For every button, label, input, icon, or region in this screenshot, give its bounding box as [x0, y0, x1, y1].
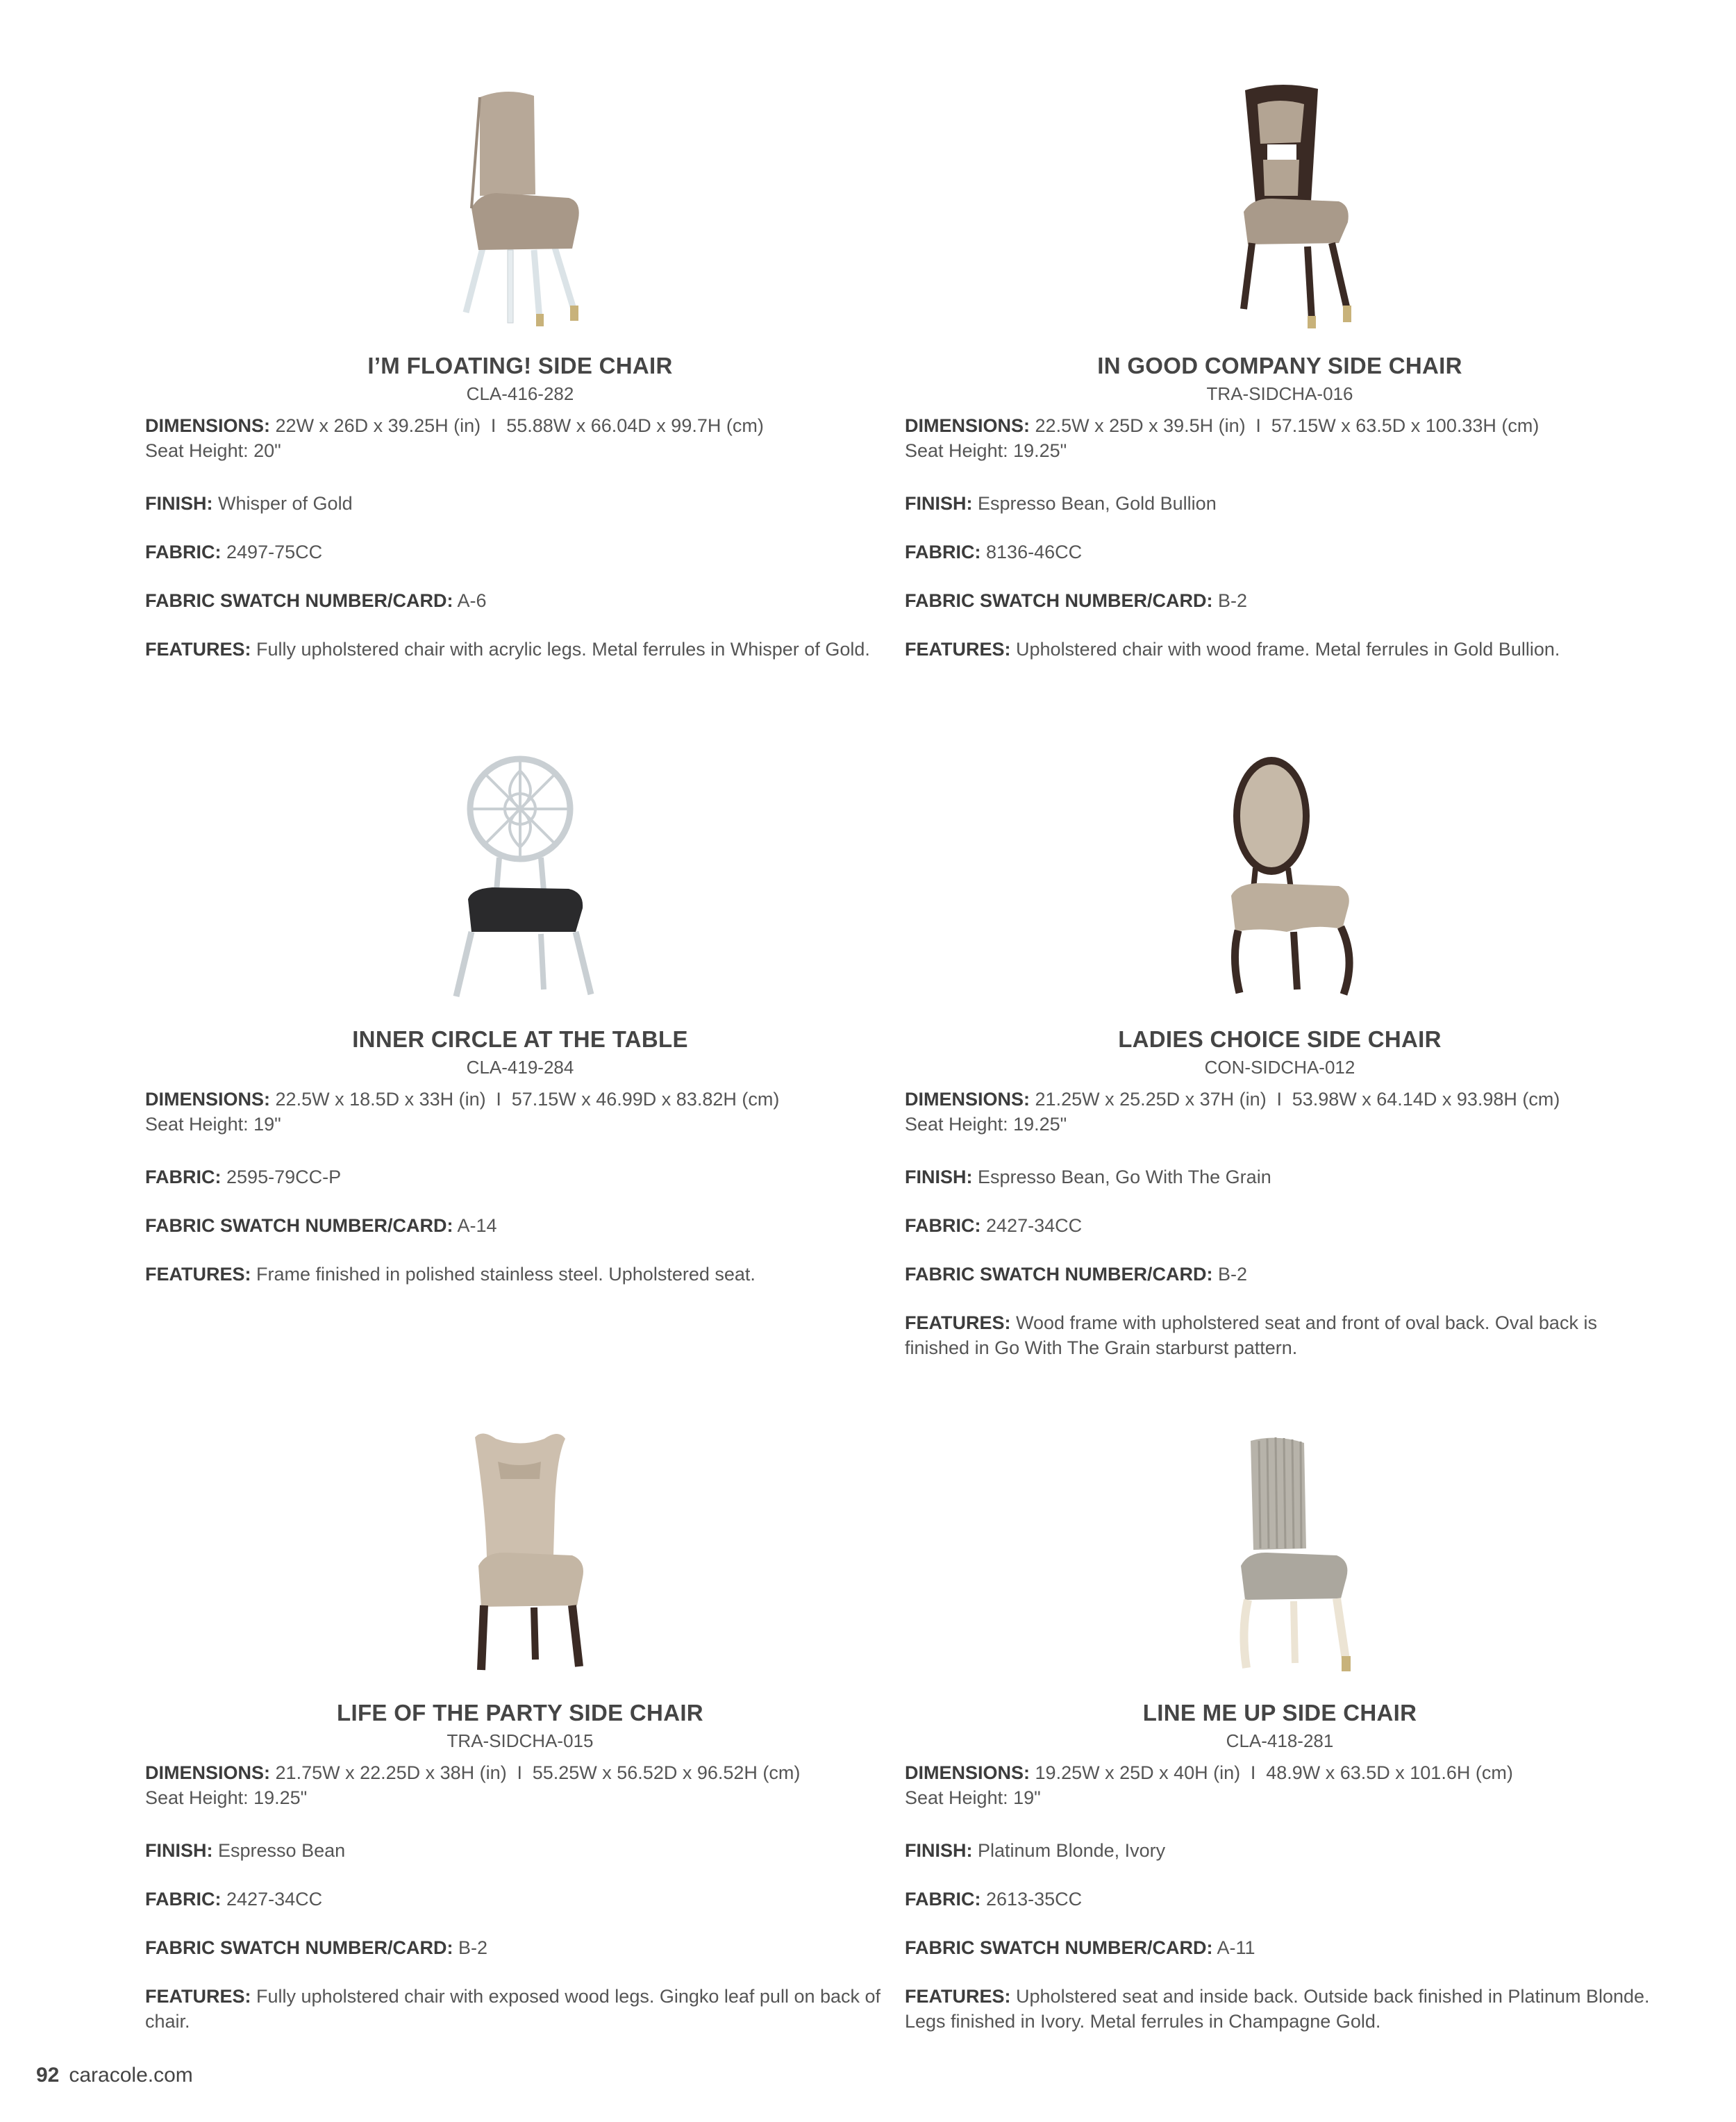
- features-value: Upholstered chair with wood frame. Metal ferrules in Gold Bullion.: [1016, 639, 1560, 660]
- seat-height: Seat Height: 19.25": [145, 1787, 308, 1808]
- swatch-value: B-2: [1218, 1264, 1248, 1285]
- finish-value: Espresso Bean, Gold Bullion: [978, 493, 1217, 514]
- product-sku: TRA-SIDCHA-016: [1206, 383, 1353, 404]
- dimensions-inches: 22.5W x 25D x 39.5H (in): [1035, 415, 1246, 436]
- dimensions-separator: I: [1250, 1762, 1256, 1783]
- dimensions-label: DIMENSIONS:: [905, 415, 1030, 436]
- dimensions-separator: I: [490, 415, 496, 436]
- seat-height: Seat Height: 19.25": [905, 440, 1067, 461]
- features-value: Fully upholstered chair with acrylic legs. Metal ferrules in Whisper of Gold.: [256, 639, 870, 660]
- finish-value: Espresso Bean, Go With The Grain: [978, 1167, 1271, 1187]
- finish: [145, 1838, 895, 1863]
- seat-height: Seat Height: 20": [145, 440, 281, 461]
- product-sku: CLA-419-284: [466, 1057, 574, 1078]
- swatch-label: FABRIC SWATCH NUMBER/CARD:: [145, 1937, 453, 1958]
- finish-label: FINISH:: [905, 1167, 973, 1187]
- chair-image: [430, 76, 610, 333]
- swatch-value: A-6: [457, 590, 487, 611]
- swatch-label: FABRIC SWATCH NUMBER/CARD:: [905, 1937, 1213, 1958]
- dimensions-label: DIMENSIONS:: [145, 1089, 271, 1110]
- fabric-label: FABRIC:: [145, 542, 222, 562]
- fabric: [145, 540, 895, 565]
- swatch-value: B-2: [458, 1937, 488, 1958]
- dimensions-cm: 48.9W x 63.5D x 101.6H (cm): [1266, 1762, 1513, 1783]
- product-name: LINE ME UP SIDE CHAIR: [1142, 1700, 1417, 1726]
- dimensions-separator: I: [1276, 1089, 1282, 1110]
- features-label: FEATURES:: [145, 639, 251, 660]
- features-value: Frame finished in polished stainless steel. Upholstered seat.: [256, 1264, 756, 1285]
- dimensions-inches: 22.5W x 18.5D x 33H (in): [275, 1089, 486, 1110]
- fabric: [905, 540, 1655, 565]
- product-image: [905, 750, 1655, 1014]
- features: [905, 1310, 1655, 1360]
- product-image: [145, 750, 895, 1014]
- product-image: [145, 76, 895, 340]
- finish: [905, 1164, 1655, 1189]
- features-label: FEATURES:: [145, 1986, 251, 2007]
- features-label: FEATURES:: [905, 1986, 1011, 2007]
- dimensions: [145, 413, 895, 463]
- features: [145, 1262, 895, 1287]
- finish-label: FINISH:: [905, 1840, 973, 1861]
- product-sku: CLA-418-281: [1226, 1730, 1334, 1751]
- product-sku: CON-SIDCHA-012: [1204, 1057, 1355, 1078]
- dimensions: [905, 1087, 1655, 1137]
- chair-image: [1190, 1423, 1370, 1680]
- fabric-label: FABRIC:: [145, 1889, 222, 1910]
- fabric-swatch: [145, 1213, 895, 1238]
- fabric-swatch: [905, 1262, 1655, 1287]
- chair-image: [1190, 76, 1370, 333]
- features-label: FEATURES:: [905, 1312, 1011, 1333]
- product-card-line-me-up: [905, 1423, 1655, 2034]
- features-value: Wood frame with upholstered seat and front of oval back. Oval back is finished in Go With The Grain starburst pattern.: [905, 1312, 1597, 1358]
- fabric-value: 2427-34CC: [226, 1889, 323, 1910]
- dimensions-inches: 21.25W x 25.25D x 37H (in): [1035, 1089, 1267, 1110]
- finish-label: FINISH:: [145, 1840, 213, 1861]
- fabric-value: 2427-34CC: [986, 1215, 1083, 1236]
- finish-label: FINISH:: [905, 493, 973, 514]
- finish: [905, 491, 1655, 516]
- dimensions-separator: I: [1255, 415, 1261, 436]
- fabric-swatch: [145, 1935, 895, 1960]
- product-name: LIFE OF THE PARTY SIDE CHAIR: [337, 1700, 703, 1726]
- dimensions-label: DIMENSIONS:: [905, 1762, 1030, 1783]
- features: [905, 637, 1655, 662]
- dimensions: [905, 413, 1655, 463]
- page-footer: [36, 2064, 193, 2087]
- dimensions-label: DIMENSIONS:: [905, 1089, 1030, 1110]
- features-label: FEATURES:: [905, 639, 1011, 660]
- finish-value: Platinum Blonde, Ivory: [978, 1840, 1166, 1861]
- dimensions-label: DIMENSIONS:: [145, 415, 271, 436]
- fabric-swatch: [145, 588, 895, 613]
- product-image: [905, 1423, 1655, 1687]
- seat-height: Seat Height: 19.25": [905, 1114, 1067, 1135]
- dimensions-cm: 55.25W x 56.52D x 96.52H (cm): [532, 1762, 801, 1783]
- product-name: IN GOOD COMPANY SIDE CHAIR: [1097, 353, 1462, 378]
- swatch-label: FABRIC SWATCH NUMBER/CARD:: [905, 1264, 1213, 1285]
- chair-image: [430, 1423, 610, 1680]
- dimensions-inches: 19.25W x 25D x 40H (in): [1035, 1762, 1241, 1783]
- finish: [145, 491, 895, 516]
- features: [145, 637, 895, 662]
- features: [905, 1984, 1655, 2034]
- fabric: [905, 1887, 1655, 1912]
- fabric: [905, 1213, 1655, 1238]
- fabric-value: 2497-75CC: [226, 542, 323, 562]
- product-sku: TRA-SIDCHA-015: [446, 1730, 594, 1751]
- fabric-label: FABRIC:: [145, 1167, 222, 1187]
- chair-image: [1190, 750, 1370, 1007]
- swatch-label: FABRIC SWATCH NUMBER/CARD:: [145, 590, 453, 611]
- fabric-value: 2613-35CC: [986, 1889, 1083, 1910]
- product-image: [145, 1423, 895, 1687]
- features-value: Fully upholstered chair with exposed wood legs. Gingko leaf pull on back of chair.: [145, 1986, 881, 2032]
- dimensions-cm: 53.98W x 64.14D x 93.98H (cm): [1292, 1089, 1560, 1110]
- features: [145, 1984, 895, 2034]
- website-link[interactable]: caracole.com: [69, 2064, 193, 2087]
- product-name: INNER CIRCLE AT THE TABLE: [352, 1026, 688, 1052]
- dimensions-cm: 57.15W x 46.99D x 83.82H (cm): [511, 1089, 780, 1110]
- product-card-life-of-the-party: [145, 1423, 895, 2034]
- features-value: Upholstered seat and inside back. Outside back finished in Platinum Blonde. Legs finished in Ivory. Metal ferrules in Champagne Gold.: [905, 1986, 1650, 2032]
- finish-label: FINISH:: [145, 493, 213, 514]
- product-card-ladies-choice: [905, 750, 1655, 1360]
- dimensions-separator: I: [517, 1762, 522, 1783]
- dimensions: [905, 1760, 1655, 1810]
- swatch-value: B-2: [1218, 590, 1248, 611]
- seat-height: Seat Height: 19": [145, 1114, 281, 1135]
- product-image: [905, 76, 1655, 340]
- product-card-in-good-company: [905, 76, 1655, 662]
- swatch-value: A-11: [1217, 1937, 1255, 1958]
- fabric-value: 8136-46CC: [986, 542, 1083, 562]
- fabric-value: 2595-79CC-P: [226, 1167, 342, 1187]
- fabric: [145, 1164, 895, 1189]
- seat-height: Seat Height: 19": [905, 1787, 1041, 1808]
- fabric-label: FABRIC:: [905, 1889, 981, 1910]
- dimensions-label: DIMENSIONS:: [145, 1762, 271, 1783]
- finish-value: Espresso Bean: [218, 1840, 346, 1861]
- swatch-label: FABRIC SWATCH NUMBER/CARD:: [905, 590, 1213, 611]
- fabric-swatch: [905, 1935, 1655, 1960]
- dimensions-cm: 57.15W x 63.5D x 100.33H (cm): [1271, 415, 1539, 436]
- fabric: [145, 1887, 895, 1912]
- finish-value: Whisper of Gold: [218, 493, 353, 514]
- product-sku: CLA-416-282: [466, 383, 574, 404]
- dimensions-inches: 21.75W x 22.25D x 38H (in): [275, 1762, 507, 1783]
- product-card-im-floating: [145, 76, 895, 662]
- product-card-inner-circle: [145, 750, 895, 1287]
- fabric-swatch: [905, 588, 1655, 613]
- swatch-value: A-14: [457, 1215, 497, 1236]
- fabric-label: FABRIC:: [905, 542, 981, 562]
- product-name: I’M FLOATING! SIDE CHAIR: [367, 353, 673, 378]
- dimensions: [145, 1760, 895, 1810]
- chair-image: [430, 750, 610, 1007]
- swatch-label: FABRIC SWATCH NUMBER/CARD:: [145, 1215, 453, 1236]
- dimensions: [145, 1087, 895, 1137]
- page-number: 92: [36, 2064, 60, 2087]
- dimensions-separator: I: [496, 1089, 501, 1110]
- features-label: FEATURES:: [145, 1264, 251, 1285]
- fabric-label: FABRIC:: [905, 1215, 981, 1236]
- dimensions-cm: 55.88W x 66.04D x 99.7H (cm): [506, 415, 764, 436]
- product-name: LADIES CHOICE SIDE CHAIR: [1118, 1026, 1442, 1052]
- dimensions-inches: 22W x 26D x 39.25H (in): [275, 415, 481, 436]
- finish: [905, 1838, 1655, 1863]
